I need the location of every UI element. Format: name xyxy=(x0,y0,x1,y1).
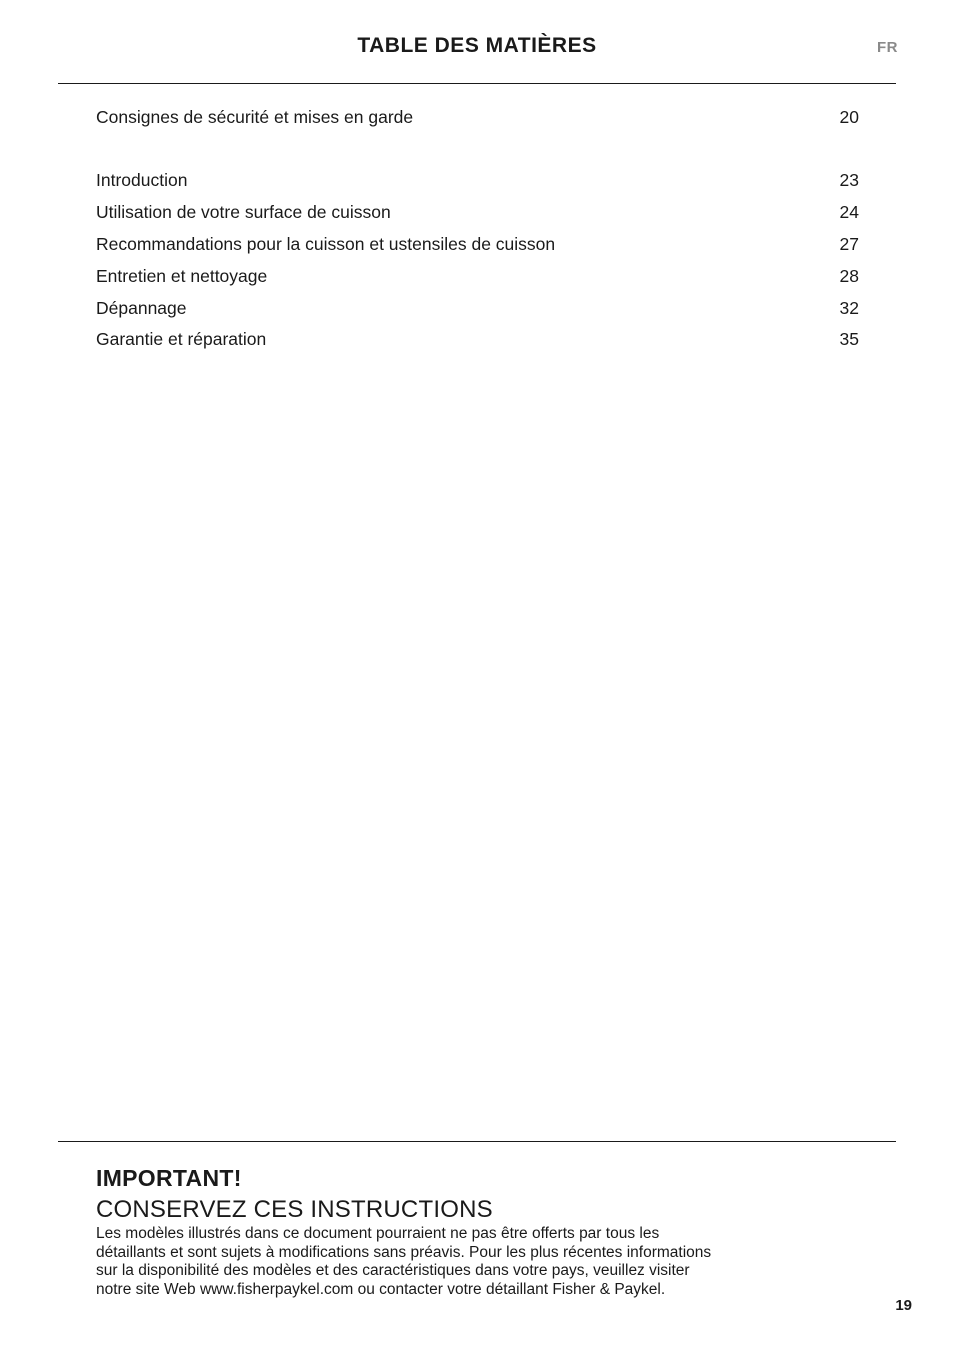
toc-item-label: Utilisation de votre surface de cuisson xyxy=(96,202,391,222)
important-heading: IMPORTANT! xyxy=(96,1165,242,1191)
toc-item-recommendations[interactable] xyxy=(96,233,859,255)
toc-item-page: 35 xyxy=(839,329,859,349)
toc-item-page: 28 xyxy=(839,266,859,286)
page-number: 19 xyxy=(895,1297,912,1314)
toc-item-label: Consignes de sécurité et mises en garde xyxy=(96,107,414,127)
toc-item-introduction[interactable] xyxy=(96,169,859,191)
important-subheading: CONSERVEZ CES INSTRUCTIONS xyxy=(96,1196,493,1223)
toc-item-page: 24 xyxy=(839,202,859,222)
notice-line: Les modèles illustrés dans ce document pourraient ne pas être offerts par tous les xyxy=(96,1225,660,1242)
toc-item-safety[interactable] xyxy=(96,106,859,128)
toc-item-label: Dépannage xyxy=(96,298,187,318)
toc-item-troubleshooting[interactable] xyxy=(96,297,859,319)
toc-item-label: Introduction xyxy=(96,170,188,190)
header-divider xyxy=(58,83,896,84)
toc-item-page: 27 xyxy=(839,234,859,254)
toc-item-label: Garantie et réparation xyxy=(96,329,267,349)
toc-item-page: 20 xyxy=(839,107,859,127)
toc-item-label: Entretien et nettoyage xyxy=(96,266,268,286)
toc-item-maintenance[interactable] xyxy=(96,265,859,287)
language-label: FR xyxy=(877,39,898,56)
footer-divider xyxy=(58,1141,896,1142)
important-notice xyxy=(96,1225,866,1299)
toc-item-page: 32 xyxy=(839,298,859,318)
notice-line: notre site Web www.fisherpaykel.com ou contacter votre détaillant Fisher & Paykel. xyxy=(96,1280,666,1298)
notice-line: sur la disponibilité des modèles et des caractéristiques dans votre pays, veuillez visiter xyxy=(96,1262,690,1279)
toc-item-label: Recommandations pour la cuisson et ustensiles de cuisson xyxy=(96,234,556,254)
toc-item-warranty[interactable] xyxy=(96,328,859,350)
page-title: TABLE DES MATIÈRES xyxy=(357,34,597,57)
toc-item-page: 23 xyxy=(839,170,859,190)
toc-item-usage[interactable] xyxy=(96,201,859,223)
notice-line: détaillants et sont sujets à modifications sans préavis. Pour les plus récentes informations xyxy=(96,1243,712,1261)
